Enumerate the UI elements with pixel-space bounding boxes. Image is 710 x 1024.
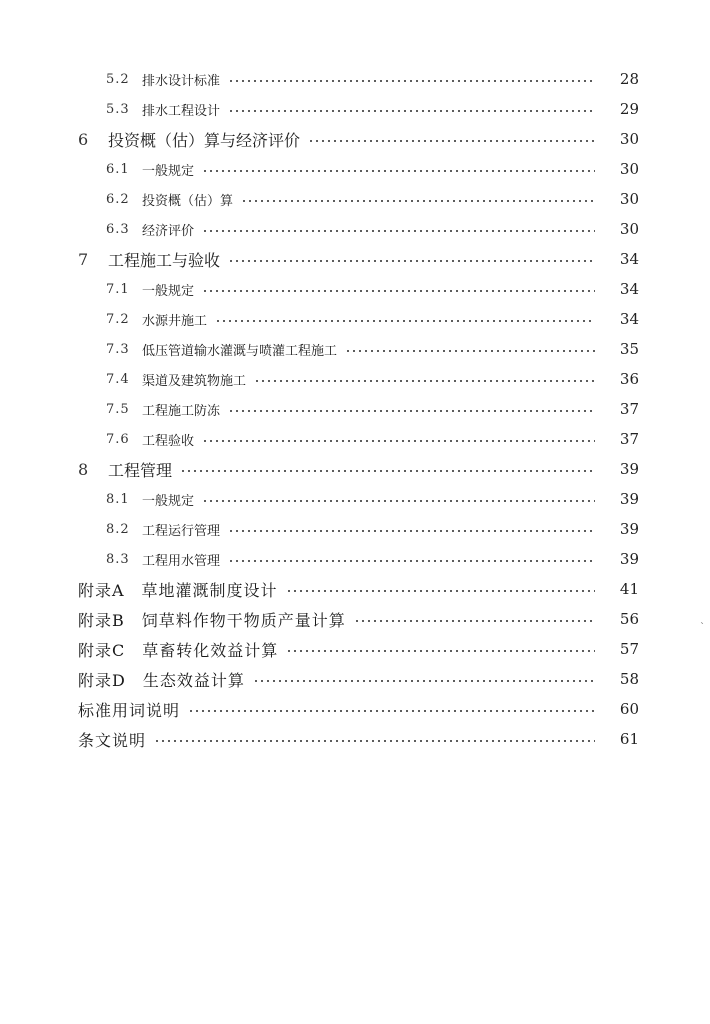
- section-number: 5.2: [106, 71, 130, 87]
- page-number: 30: [619, 160, 639, 178]
- page-number: 29: [619, 100, 639, 118]
- dot-leader: [253, 680, 595, 682]
- dot-leader: [202, 230, 595, 232]
- section-number: 6.2: [106, 191, 130, 207]
- dot-leader: [228, 80, 595, 82]
- section-number: 8.1: [106, 491, 130, 507]
- dot-leader: [228, 110, 595, 112]
- page-number: 39: [619, 520, 639, 538]
- dot-leader: [188, 710, 595, 712]
- section-number: 6.1: [106, 161, 130, 177]
- section-number: 7.1: [106, 281, 130, 297]
- section-title: 一般规定: [142, 493, 195, 509]
- page-number: 39: [619, 490, 639, 508]
- dot-leader: [254, 380, 595, 382]
- chapter-title: 工程施工与验收: [108, 250, 221, 270]
- section-title: 工程运行管理: [142, 523, 221, 539]
- toc-entry-7-5[interactable]: [0, 394, 710, 424]
- page-number: 60: [619, 700, 639, 718]
- toc-entry-6-3[interactable]: [0, 214, 710, 244]
- toc-entry-7-2[interactable]: [0, 304, 710, 334]
- dot-leader: [202, 170, 595, 172]
- toc-entry-7-6[interactable]: [0, 424, 710, 454]
- toc-entry-appendix-d[interactable]: [0, 664, 710, 694]
- toc-entry-6[interactable]: [0, 124, 710, 154]
- section-title: 排水工程设计: [142, 103, 221, 119]
- dot-leader: [286, 650, 595, 652]
- section-title: 水源井施工: [142, 313, 208, 329]
- toc-entry-7-1[interactable]: [0, 274, 710, 304]
- toc-entry-8-1[interactable]: [0, 484, 710, 514]
- section-number: 7.5: [106, 401, 130, 417]
- appendix-title: 附录D 生态效益计算: [78, 670, 245, 690]
- dot-leader: [202, 500, 595, 502]
- dot-leader: [215, 320, 595, 322]
- toc-entry-5-3[interactable]: [0, 94, 710, 124]
- page-number: 34: [619, 310, 639, 328]
- dot-leader: [228, 410, 595, 412]
- table-of-contents: [0, 64, 710, 754]
- dot-leader: [228, 530, 595, 532]
- chapter-number: 8: [78, 459, 90, 479]
- chapter-title: 投资概（估）算与经济评价: [108, 130, 301, 150]
- section-number: 5.3: [106, 101, 130, 117]
- page-number: 41: [619, 580, 639, 598]
- toc-entry-appendix-a[interactable]: [0, 574, 710, 604]
- toc-entry-explanation[interactable]: [0, 724, 710, 754]
- toc-entry-6-1[interactable]: [0, 154, 710, 184]
- toc-entry-7[interactable]: [0, 244, 710, 274]
- page-number: 34: [619, 280, 639, 298]
- dot-leader: [286, 590, 595, 592]
- toc-entry-appendix-c[interactable]: [0, 634, 710, 664]
- page-number: 30: [619, 190, 639, 208]
- section-title: 一般规定: [142, 283, 195, 299]
- section-number: 6.3: [106, 221, 130, 237]
- scan-speck: ˋ: [700, 622, 705, 633]
- section-title: 渠道及建筑物施工: [142, 373, 247, 389]
- dot-leader: [241, 200, 595, 202]
- section-title: 工程用水管理: [142, 553, 221, 569]
- dot-leader: [345, 350, 595, 352]
- toc-entry-7-4[interactable]: [0, 364, 710, 394]
- appendix-title: 附录A 草地灌溉制度设计: [78, 580, 278, 600]
- page-number: 28: [619, 70, 639, 88]
- chapter-title: 工程管理: [108, 460, 173, 480]
- page-number: 30: [619, 130, 639, 148]
- section-number: 7.2: [106, 311, 130, 327]
- section-title: 一般规定: [142, 163, 195, 179]
- page-number: 36: [619, 370, 639, 388]
- page-number: 30: [619, 220, 639, 238]
- chapter-number: 6: [78, 129, 90, 149]
- toc-entry-terminology[interactable]: [0, 694, 710, 724]
- page-number: 61: [619, 730, 639, 748]
- toc-entry-6-2[interactable]: [0, 184, 710, 214]
- section-title: 排水设计标准: [142, 73, 221, 89]
- toc-entry-8[interactable]: [0, 454, 710, 484]
- dot-leader: [180, 470, 595, 472]
- toc-entry-8-2[interactable]: [0, 514, 710, 544]
- section-number: 7.6: [106, 431, 130, 447]
- dot-leader: [202, 440, 595, 442]
- toc-entry-appendix-b[interactable]: [0, 604, 710, 634]
- chapter-number: 7: [78, 249, 90, 269]
- page-number: 58: [619, 670, 639, 688]
- page-number: 39: [619, 550, 639, 568]
- toc-entry-5-2[interactable]: [0, 64, 710, 94]
- section-number: 7.3: [106, 341, 130, 357]
- section-number: 8.2: [106, 521, 130, 537]
- section-title: 经济评价: [142, 223, 195, 239]
- appendix-title: 附录C 草畜转化效益计算: [78, 640, 279, 660]
- entry-title: 标准用词说明: [78, 700, 181, 720]
- dot-leader: [154, 740, 595, 742]
- dot-leader: [228, 560, 595, 562]
- dot-leader: [308, 140, 595, 142]
- appendix-title: 附录B 饲草料作物干物质产量计算: [78, 610, 346, 630]
- page-number: 37: [619, 400, 639, 418]
- dot-leader: [228, 260, 595, 262]
- toc-entry-8-3[interactable]: [0, 544, 710, 574]
- toc-entry-7-3[interactable]: [0, 334, 710, 364]
- section-title: 工程验收: [142, 433, 195, 449]
- dot-leader: [202, 290, 595, 292]
- section-title: 低压管道输水灌溉与喷灌工程施工: [142, 343, 338, 359]
- dot-leader: [354, 620, 595, 622]
- page-number: 57: [619, 640, 639, 658]
- page-number: 35: [619, 340, 639, 358]
- page-number: 39: [619, 460, 639, 478]
- section-number: 8.3: [106, 551, 130, 567]
- page-number: 37: [619, 430, 639, 448]
- page-number: 56: [619, 610, 639, 628]
- section-number: 7.4: [106, 371, 130, 387]
- section-title: 工程施工防冻: [142, 403, 221, 419]
- page-number: 34: [619, 250, 639, 268]
- entry-title: 条文说明: [78, 730, 147, 750]
- section-title: 投资概（估）算: [142, 193, 234, 209]
